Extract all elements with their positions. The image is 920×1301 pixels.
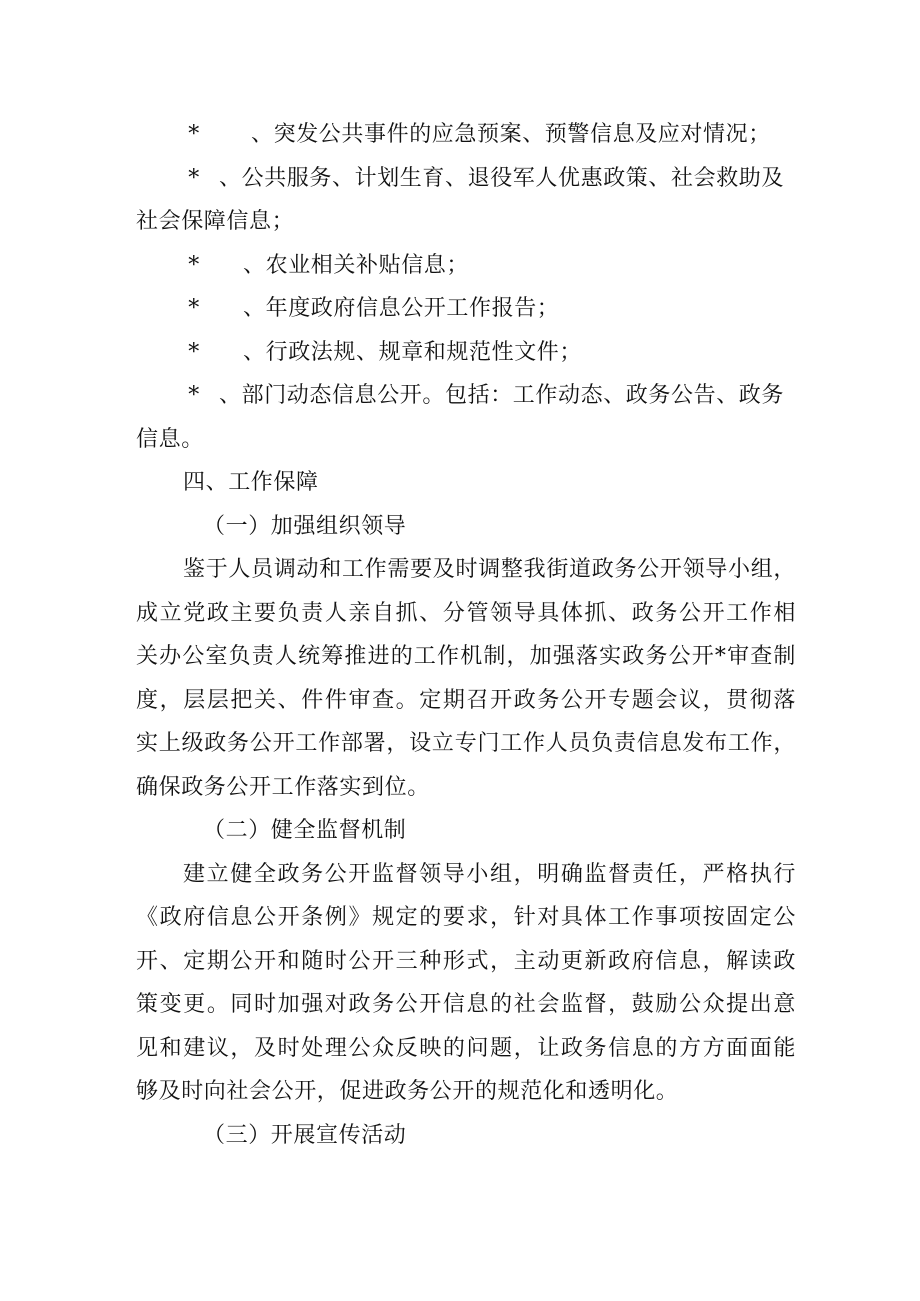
paragraph-line: 《政府信息公开条例》规定的要求，针对具体工作事项按固定公 <box>136 905 796 930</box>
paragraph-line: 成立党政主要负责人亲自抓、分管领导具体抓、政务公开工作相 <box>136 600 796 626</box>
bullet-text: 、年度政府信息公开工作报告； <box>243 296 560 321</box>
bullet-marker: * <box>188 165 200 191</box>
section-heading: 四、工作保障 <box>183 470 319 495</box>
bullet-marker: * <box>188 339 200 365</box>
bullet-item <box>136 331 796 375</box>
paragraph-line: 开、定期公开和随时公开三种形式，主动更新政府信息，解读政 <box>136 948 796 974</box>
subsection-heading-2: （二）健全监督机制 <box>203 818 407 843</box>
bullet-text: 、部门动态信息公开。包括：工作动态、政务公告、政务 <box>219 383 785 408</box>
subsection-heading-1: （一）加强组织领导 <box>203 513 407 539</box>
bullet-marker: * <box>188 252 200 278</box>
bullet-text-continuation: 信息。 <box>136 426 204 452</box>
bullet-item <box>136 287 796 331</box>
bullet-text: 、突发公共事件的应急预案、预警信息及应对情况； <box>251 122 771 147</box>
bullet-text-continuation: 社会保障信息； <box>136 209 295 234</box>
paragraph-line: 实上级政务公开工作部署，设立专门工作人员负责信息发布工作， <box>136 731 796 756</box>
paragraph-line: 度，层层把关、件件审查。定期召开政务公开专题会议，贯彻落 <box>136 687 796 713</box>
bullet-item <box>136 113 796 157</box>
bullet-text: 、行政法规、规章和规范性文件； <box>243 339 583 365</box>
paragraph-line: 建立健全政务公开监督领导小组，明确监督责任，严格执行 <box>183 861 796 887</box>
bullet-item <box>136 157 796 201</box>
bullet-text: 、公共服务、计划生育、退役军人优惠政策、社会救助及 <box>219 165 785 191</box>
bullet-text: 、农业相关补贴信息； <box>243 252 470 278</box>
bullet-item <box>136 374 796 418</box>
bullet-marker: * <box>188 122 200 147</box>
subsection-heading-3: （三）开展宣传活动 <box>203 1122 407 1148</box>
paragraph-line-last: 够及时向社会公开，促进政务公开的规范化和透明化。 <box>136 1079 679 1104</box>
paragraph-line: 见和建议，及时处理公众反映的问题，让政务信息的方方面面能 <box>136 1035 796 1061</box>
paragraph-line: 鉴于人员调动和工作需要及时调整我街道政务公开领导小组， <box>183 557 796 582</box>
paragraph-line: 关办公室负责人统筹推进的工作机制，加强落实政务公开*审查制 <box>136 644 796 669</box>
bullet-marker: * <box>188 383 200 408</box>
paragraph-line: 策变更。同时加强对政务公开信息的社会监督，鼓励公众提出意 <box>136 992 796 1017</box>
bullet-marker: * <box>188 296 200 321</box>
paragraph-line-last: 确保政务公开工作落实到位。 <box>136 774 430 800</box>
document-body <box>136 113 796 1157</box>
bullet-item <box>136 244 796 288</box>
